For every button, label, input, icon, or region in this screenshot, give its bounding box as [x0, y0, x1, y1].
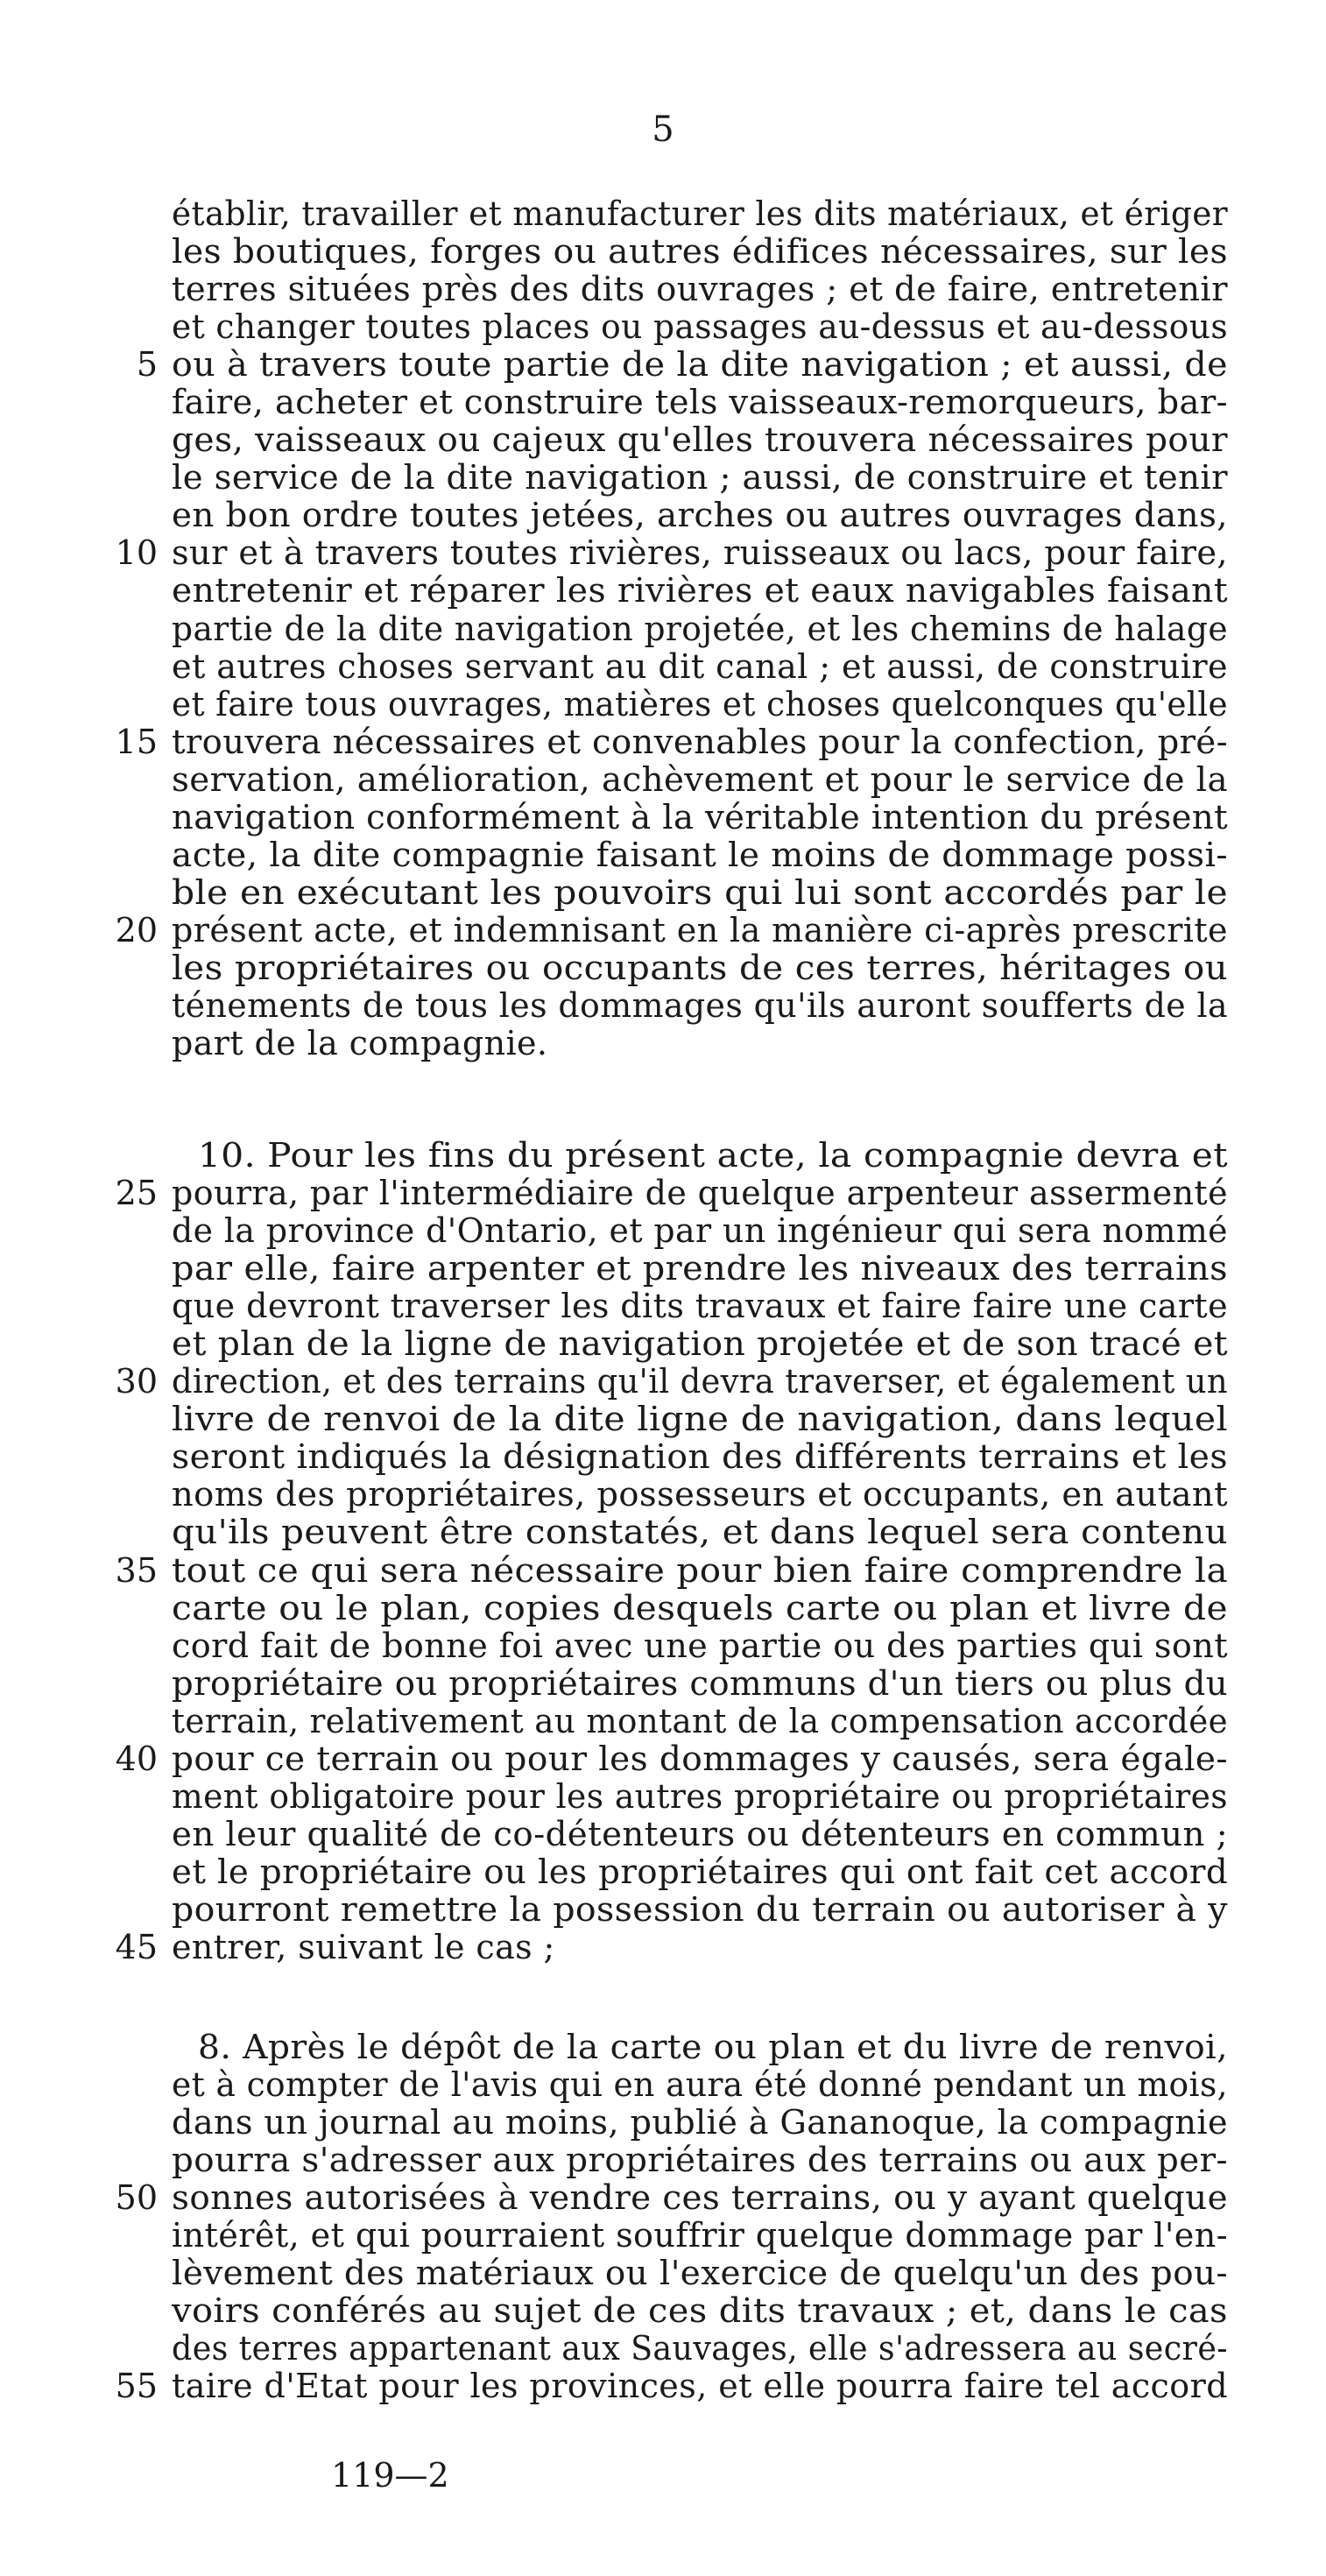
text-line [172, 2065, 1231, 2104]
text-line-content: ble en exécutant les pouvoirs qui lui sont accordés par le [172, 873, 1229, 912]
text-line [172, 873, 1231, 912]
text-line-content: servation, amélioration, achèvement et pour le service de la [172, 760, 1228, 799]
text-line-content: que devront traverser les dits travaux et faire faire une carte [172, 1287, 1229, 1325]
text-line-content: direction, et des terrains qu'il devra traverser, et également un [172, 1362, 1228, 1401]
text-line-content: pourra s'adresser aux propriétaires des terrains ou aux per- [172, 2141, 1229, 2179]
text-line-content: en bon ordre toutes jetées, arches ou autres ouvrages dans, [172, 496, 1229, 534]
signature-mark: 119—2 [331, 2456, 449, 2495]
text-line [172, 307, 1231, 346]
text-line-content: navigation conformément à la véritable intention du présent [172, 798, 1228, 836]
text-line [172, 723, 1231, 761]
text-line [172, 345, 1231, 384]
line-number: 5 [136, 345, 158, 384]
text-line [172, 610, 1231, 648]
text-line [172, 420, 1231, 459]
text-line [172, 571, 1231, 610]
text-line-content: lèvement des matériaux ou l'exercice de quelqu'un des pou- [172, 2254, 1228, 2292]
line-number: 55 [115, 2367, 158, 2405]
text-line [172, 2216, 1231, 2255]
text-line-content: établir, travailler et manufacturer les dits matériaux, et ériger [172, 194, 1229, 233]
text-line [172, 1777, 1231, 1816]
text-line [172, 1551, 1231, 1590]
line-number: 10 [115, 533, 158, 572]
text-line-content: terres situées près des dits ouvrages ; et de faire, entretenir [172, 270, 1228, 308]
text-line-content: le service de la dite navigation ; aussi, de construire et tenir [172, 458, 1228, 497]
line-number: 25 [115, 1174, 158, 1212]
text-line-content: et le propriétaire ou les propriétaires qui ont fait cet accord [172, 1853, 1229, 1891]
text-line-content: qu'ils peuvent être constatés, et dans lequel sera contenu [172, 1513, 1228, 1551]
text-line-content: faire, acheter et construire tels vaisseaux-remorqueurs, bar- [172, 383, 1229, 421]
text-line [172, 1928, 1231, 1966]
text-line [172, 194, 1231, 233]
text-line-content: carte ou le plan, copies desquels carte ou plan et livre de [172, 1589, 1228, 1627]
text-line-content: ges, vaisseaux ou cajeux qu'elles trouvera nécessaires pour [172, 420, 1229, 459]
text-line-content: livre de renvoi de la dite ligne de navigation, dans lequel [172, 1400, 1229, 1438]
text-line-content: part de la compagnie. [172, 1024, 548, 1062]
text-line-content: des terres appartenant aux Sauvages, elle s'adressera au secré- [172, 2329, 1228, 2368]
text-line [172, 1589, 1231, 1627]
text-line [172, 1437, 1231, 1476]
text-line-content: ou à travers toute partie de la dite navigation ; et aussi, de [172, 345, 1228, 384]
text-line [172, 2103, 1231, 2142]
text-line-content: taire d'Etat pour les provinces, et elle pourra faire tel accord [172, 2367, 1229, 2405]
text-line [172, 2367, 1231, 2405]
text-line [172, 798, 1231, 836]
text-line [172, 911, 1231, 949]
text-line [172, 647, 1231, 686]
line-number: 20 [115, 911, 158, 949]
text-line [172, 1853, 1231, 1891]
text-line-content: dans un journal au moins, publié à Gananoque, la compagnie [172, 2103, 1228, 2142]
text-line [172, 1174, 1231, 1212]
text-line [172, 232, 1231, 271]
text-line-content: les boutiques, forges ou autres édifices nécessaires, sur les [172, 232, 1229, 271]
page-number: 5 [652, 109, 674, 150]
text-line [172, 1362, 1231, 1401]
text-line-content: pourra, par l'intermédiaire de quelque arpenteur assermenté [172, 1174, 1228, 1212]
text-line [172, 458, 1231, 497]
text-line [172, 2329, 1231, 2368]
text-line-content: cord fait de bonne foi avec une partie ou des parties qui sont [172, 1627, 1228, 1665]
text-line [172, 1287, 1231, 1325]
text-line [172, 685, 1231, 723]
text-line [172, 1475, 1231, 1514]
text-line [172, 1664, 1231, 1703]
text-line [172, 949, 1231, 987]
text-line [172, 1024, 1231, 1062]
text-line [172, 270, 1231, 308]
text-line-content: noms des propriétaires, possesseurs et occupants, en autant [172, 1475, 1228, 1514]
text-line-content: tout ce qui sera nécessaire pour bien faire comprendre la [172, 1551, 1228, 1590]
text-line [172, 1249, 1231, 1288]
text-line [172, 2141, 1231, 2179]
text-line-content: partie de la dite navigation projetée, et les chemins de halage [172, 610, 1228, 648]
text-line-content: trouvera nécessaires et convenables pour la confection, pré- [172, 723, 1229, 761]
text-line [172, 836, 1231, 874]
text-line-content: présent acte, et indemnisant en la manière ci-après prescrite [172, 911, 1228, 949]
text-line [172, 2291, 1231, 2330]
text-line-content: et plan de la ligne de navigation projetée et de son tracé et [172, 1324, 1228, 1363]
text-line-content: entrer, suivant le cas ; [172, 1928, 555, 1966]
text-line [172, 1400, 1231, 1438]
text-line-content: de la province d'Ontario, et par un ingénieur qui sera nommé [172, 1211, 1228, 1250]
text-line [172, 383, 1231, 421]
text-line-content: ment obligatoire pour les autres propriétaire ou propriétaires [172, 1777, 1228, 1816]
text-line-content: les propriétaires ou occupants de ces terres, héritages ou [172, 949, 1229, 987]
text-line-content: 8. Après le dépôt de la carte ou plan et du livre de renvoi, [198, 2028, 1229, 2066]
text-line-content: sonnes autorisées à vendre ces terrains, ou y ayant quelque [172, 2178, 1228, 2217]
text-line [172, 1211, 1231, 1250]
text-line [172, 1324, 1231, 1363]
text-line-content: pourront remettre la possession du terrain ou autoriser à y [172, 1890, 1228, 1929]
text-line-content: terrain, relativement au montant de la compensation accordée [172, 1702, 1229, 1740]
text-line [172, 496, 1231, 534]
line-number: 30 [115, 1362, 158, 1401]
text-line [198, 1136, 1258, 1175]
text-line [172, 2254, 1231, 2292]
text-line-content: ténements de tous les dommages qu'ils auront soufferts de la [172, 986, 1229, 1025]
line-number: 35 [115, 1551, 158, 1590]
text-line-content: et autres choses servant au dit canal ; et aussi, de construire [172, 647, 1229, 686]
text-line [172, 760, 1231, 799]
text-line-content: en leur qualité de co-détenteurs ou détenteurs en commun ; [172, 1815, 1229, 1853]
text-line-content: et à compter de l'avis qui en aura été donné pendant un mois, [172, 2065, 1228, 2104]
text-line [172, 533, 1231, 572]
text-line [172, 1815, 1231, 1853]
text-line-content: intérêt, et qui pourraient souffrir quelque dommage par l'en- [172, 2216, 1228, 2255]
text-line [172, 1702, 1231, 1740]
line-number: 40 [115, 1740, 158, 1778]
text-line [172, 1513, 1231, 1551]
text-line-content: acte, la dite compagnie faisant le moins de dommage possi- [172, 836, 1228, 874]
text-line-content: et changer toutes places ou passages au-dessus et au-dessous [172, 307, 1228, 346]
text-line [198, 2028, 1258, 2066]
text-line-content: pour ce terrain ou pour les dommages y causés, sera égale- [172, 1740, 1229, 1778]
text-line-content: voirs conférés au sujet de ces dits travaux ; et, dans le cas [172, 2291, 1228, 2330]
text-line [172, 1627, 1231, 1665]
text-line-content: et faire tous ouvrages, matières et choses quelconques qu'elle [172, 685, 1229, 723]
text-line-content: propriétaire ou propriétaires communs d'un tiers ou plus du [172, 1664, 1229, 1703]
line-number: 15 [115, 723, 158, 761]
text-line [172, 1890, 1231, 1929]
line-number: 50 [115, 2178, 158, 2217]
text-line-content: sur et à travers toutes rivières, ruisseaux ou lacs, pour faire, [172, 533, 1228, 572]
text-line [172, 1740, 1231, 1778]
text-line-content: entretenir et réparer les rivières et eaux navigables faisant [172, 571, 1229, 610]
text-line-content: par elle, faire arpenter et prendre les niveaux des terrains [172, 1249, 1229, 1288]
text-line-content: seront indiqués la désignation des différents terrains et les [172, 1437, 1228, 1476]
text-line [172, 986, 1231, 1025]
text-line-content: 10. Pour les fins du présent acte, la compagnie devra et [198, 1136, 1229, 1175]
text-line [172, 2178, 1231, 2217]
line-number: 45 [115, 1928, 158, 1966]
